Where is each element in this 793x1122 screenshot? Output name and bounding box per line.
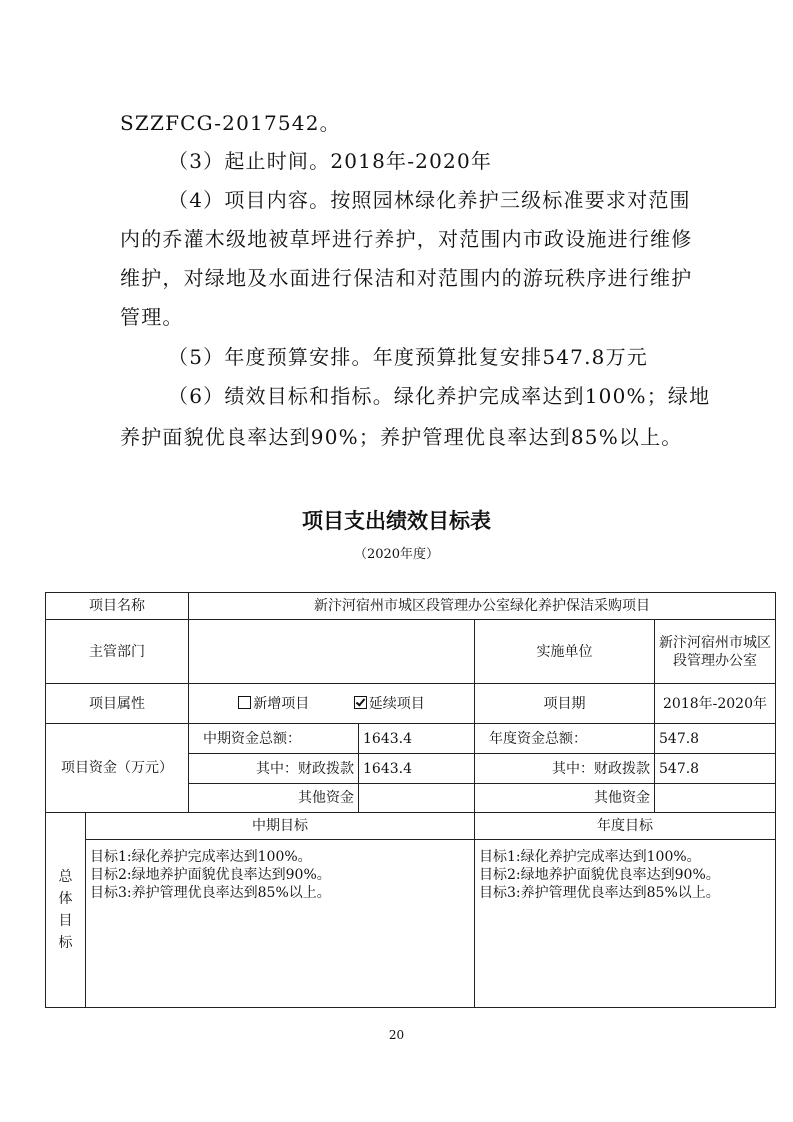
- mid-goal-item: 目标1:绿化养护完成率达到100%。: [90, 849, 312, 865]
- paragraph-line: 内的乔灌木级地被草坪进行养护，对范围内市政设施进行维修: [120, 227, 693, 251]
- paragraph-line: （3）起止时间。2018年-2020年: [168, 149, 493, 173]
- year-fiscal-value: 547.8: [655, 754, 776, 784]
- year-goal-item: 目标2:绿地养护面貌优良率达到90%。: [479, 867, 720, 883]
- checkbox-continue[interactable]: [354, 696, 367, 709]
- table-subtitle: （2020年度）: [353, 547, 440, 562]
- attr-new-label: 新增项目: [253, 695, 310, 712]
- project-name-value: 新汴河宿州市城区段管理办公室绿化养护保洁采购项目: [189, 593, 776, 620]
- year-goal-header: 年度目标: [475, 813, 776, 840]
- mid-total-value: 1643.4: [359, 724, 475, 754]
- paragraph-line: （4）项目内容。按照园林绿化养护三级标准要求对范围: [168, 188, 691, 212]
- year-other-label: 其他资金: [475, 784, 655, 813]
- mid-other-label: 其他资金: [189, 784, 359, 813]
- year-total-value: 547.8: [655, 724, 776, 754]
- paragraph-line: 养护面貌优良率达到90%；养护管理优良率达到85%以上。: [120, 425, 683, 449]
- attr-continue-label: 延续项目: [368, 695, 425, 712]
- checkbox-new[interactable]: [238, 696, 251, 709]
- performance-target-table: [45, 592, 776, 1008]
- fund-label: 项目资金（万元）: [46, 724, 189, 813]
- year-goal-item: 目标1:绿化养护完成率达到100%。: [479, 849, 701, 865]
- attr-options: [189, 684, 475, 724]
- paragraph-line: 维护，对绿地及水面进行保洁和对范围内的游玩秩序进行维护: [120, 266, 693, 290]
- dept-value: [189, 620, 475, 684]
- paragraph-line: （6）绩效目标和指标。绿化养护完成率达到100%；绿地: [168, 384, 711, 408]
- dept-label: 主管部门: [46, 620, 189, 684]
- paragraph-line: SZZFCG-2017542。: [120, 111, 341, 135]
- mid-fiscal-value: 1643.4: [359, 754, 475, 784]
- mid-goal-header: 中期目标: [86, 813, 475, 840]
- year-total-label: 年度资金总额：: [475, 724, 655, 754]
- mid-goal-item: 目标3:养护管理优良率达到85%以上。: [90, 885, 331, 901]
- year-fiscal-label: 其中：财政拨款: [475, 754, 655, 784]
- impl-unit-label: 实施单位: [475, 620, 655, 684]
- period-value: 2018年-2020年: [655, 684, 776, 724]
- mid-fiscal-label: 其中：财政拨款: [189, 754, 359, 784]
- paragraph-line: （5）年度预算安排。年度预算批复安排547.8万元: [168, 345, 648, 369]
- overall-goal-label: 总 体 目 标: [46, 813, 86, 1008]
- mid-total-label: 中期资金总额：: [189, 724, 359, 754]
- table-title: 项目支出绩效目标表: [302, 509, 491, 533]
- impl-unit-value: 新汴河宿州市城区段管理办公室: [655, 620, 776, 684]
- project-name-label: 项目名称: [46, 593, 189, 620]
- period-label: 项目期: [475, 684, 655, 724]
- year-goal-item: 目标3:养护管理优良率达到85%以上。: [479, 885, 720, 901]
- year-other-value: [655, 784, 776, 813]
- page-number: 20: [388, 1028, 405, 1042]
- paragraph-line: 管理。: [120, 305, 184, 329]
- year-goals: [475, 840, 776, 1008]
- mid-goals: [86, 840, 475, 1008]
- mid-other-value: [359, 784, 475, 813]
- attr-label: 项目属性: [46, 684, 189, 724]
- mid-goal-item: 目标2:绿地养护面貌优良率达到90%。: [90, 867, 331, 883]
